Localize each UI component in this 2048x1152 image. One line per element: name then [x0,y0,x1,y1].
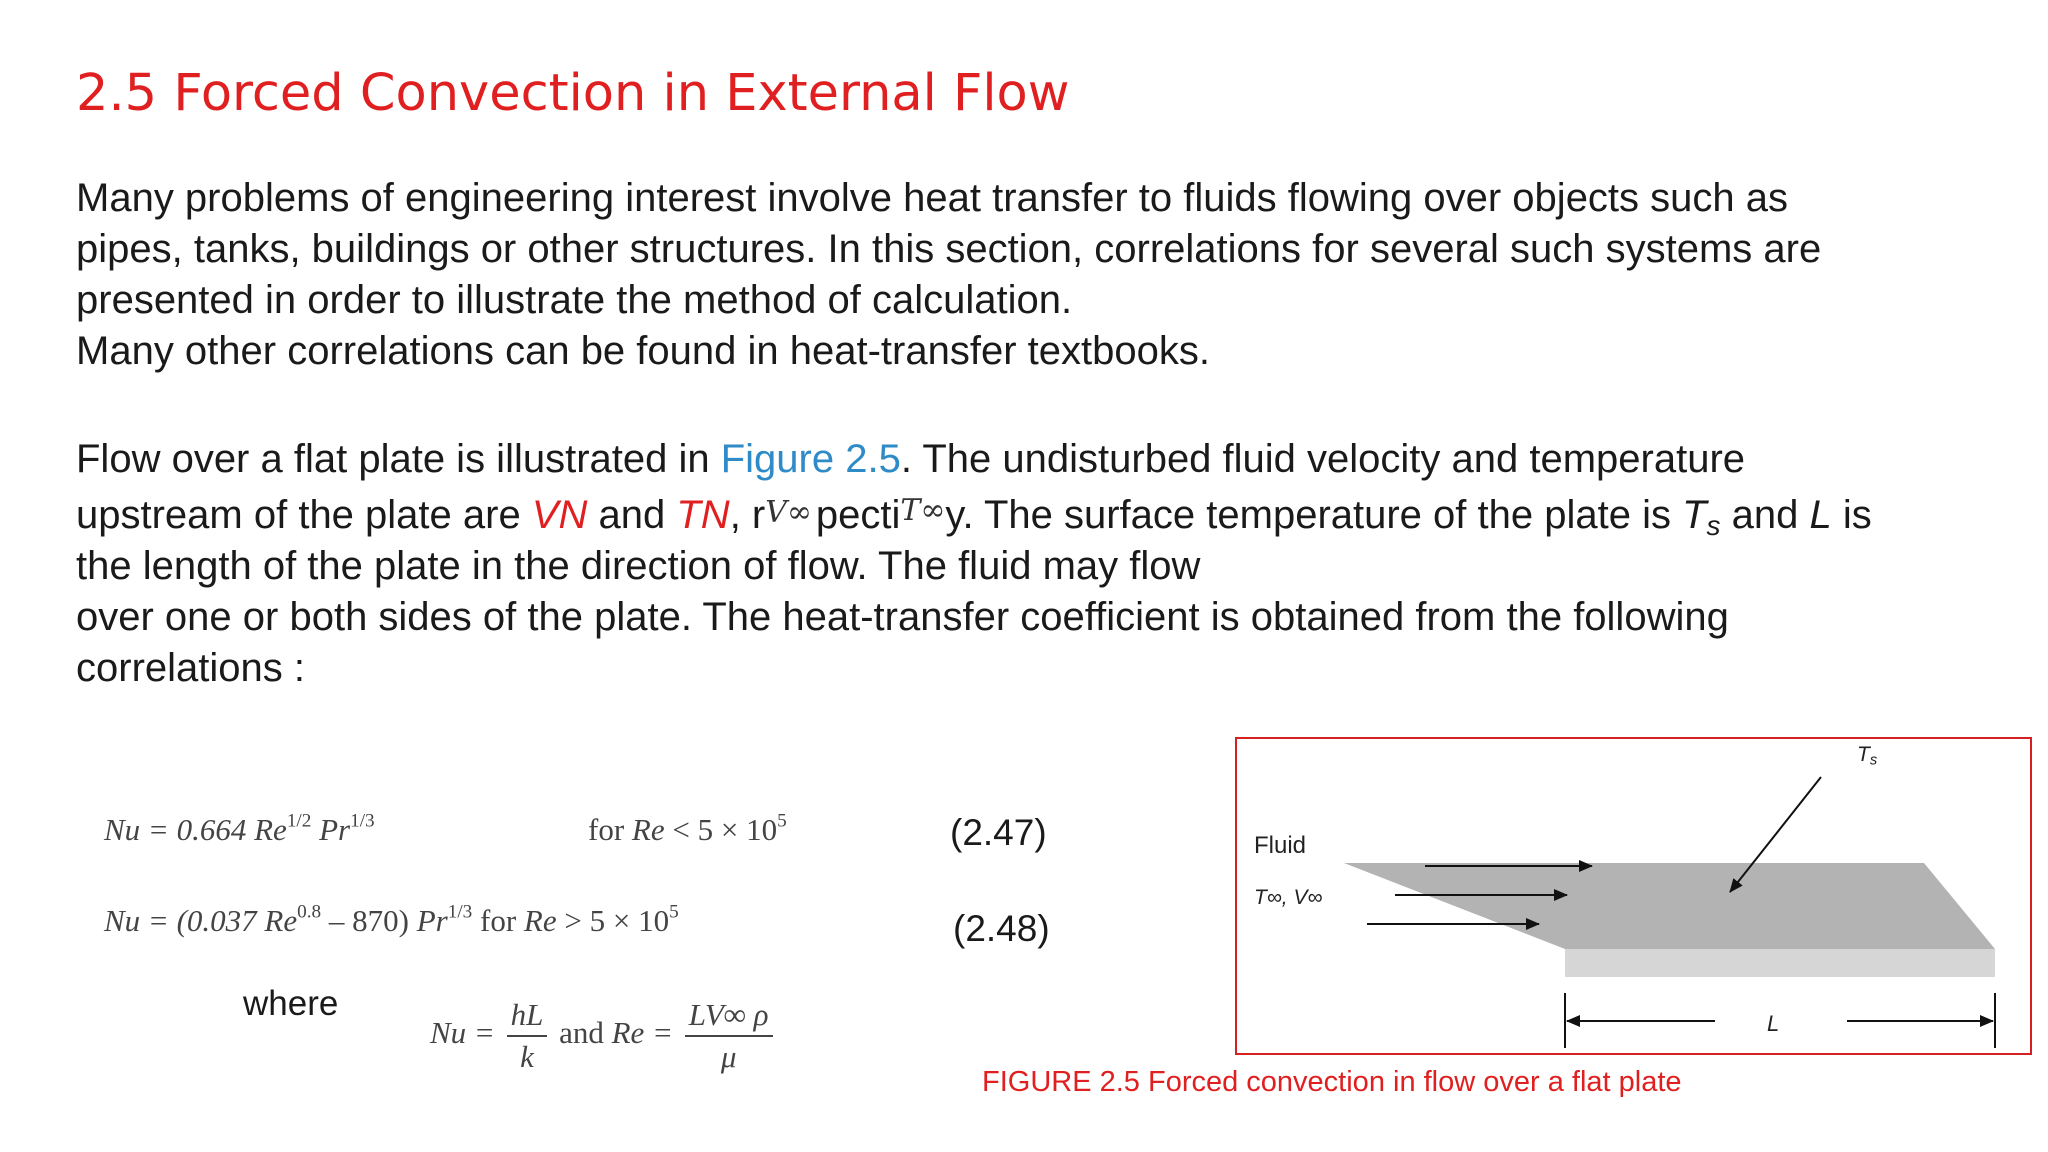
para2-line-4: over one or both sides of the plate. The heat-transfer coefficient is obtained from the following [76,595,1729,639]
equation-number-2-48: (2.48) [953,908,1050,949]
ts-figure-label: $T_s$ [1857,743,1878,769]
equation-2-47: Nu = 0.664 $Re^{1/2}$ $Pr^{1/3}$ [104,810,375,847]
flat-plate-diagram [1235,737,2032,1055]
re-fraction: $\frac{LV\infty \rho}{\mu}$ [685,997,773,1075]
length-label: L [1767,1011,1780,1036]
intro-line-1: Many problems of engineering interest involve heat transfer to fluids flowing over objects such as [76,176,1789,220]
equation-2-48: Nu = (0.037 $Re^{0.8} - 870$) $Pr^{1/3}$ for $Re > 5 \times 10^5$ [104,901,679,938]
l-symbol: L [1809,493,1832,537]
v-infinity-symbol: V∞ [765,495,812,530]
vn-symbol: VN [531,493,588,537]
nu-fraction: $\frac{hL}{k}$ [507,997,548,1075]
equation-number-2-47: (2.47) [950,812,1047,853]
fluid-label: Fluid [1254,832,1307,859]
intro-paragraph [76,173,2006,377]
where-label: where [243,984,339,1023]
figure-caption: FIGURE 2.5 Forced convection in flow over a flat plate [982,1066,1682,1098]
para2-line-5: correlations : [76,646,305,690]
equation-2-47-condition: for $Re < 5 \times 10^5$ [588,810,787,847]
tn-symbol: TN [676,493,730,537]
intro-line-4: Many other correlations can be found in heat-transfer textbooks. [76,329,1210,373]
para2-line-2: upstream of the plate are VN and TN, rV∞ pecti$^{T\infty}$y. The surface temperature of the plate is $T_s$ and L is [76,493,1872,541]
intro-line-3: presented in order to illustrate the method of calculation. [76,278,1073,322]
t-infinity-symbol: T∞ [900,493,946,528]
para2-line-1: Flow over a flat plate is illustrated in Figure 2.5. The undisturbed fluid velocity and temperature [76,437,1746,481]
tinf-vinf-label: T∞, V∞ [1254,886,1323,909]
definitions-equation: Nu = $\frac{hL}{k}$ and Re = $\frac{LV\infty \rho}{\mu}$ [430,997,777,1075]
intro-line-2: pipes, tanks, buildings or other structures. In this section, correlations for several such systems are [76,227,1822,271]
plate-top-surface [1344,863,1995,949]
flat-plate-paragraph [76,434,2006,694]
plate-side-surface [1565,949,1995,977]
ts-symbol: T [1682,493,1707,537]
slide-title: 2.5 Forced Convection in External Flow [76,64,1070,123]
para2-line-3: the length of the plate in the direction of flow. The fluid may flow [76,544,1201,588]
figure-2-5-link[interactable]: Figure 2.5 [720,437,901,481]
